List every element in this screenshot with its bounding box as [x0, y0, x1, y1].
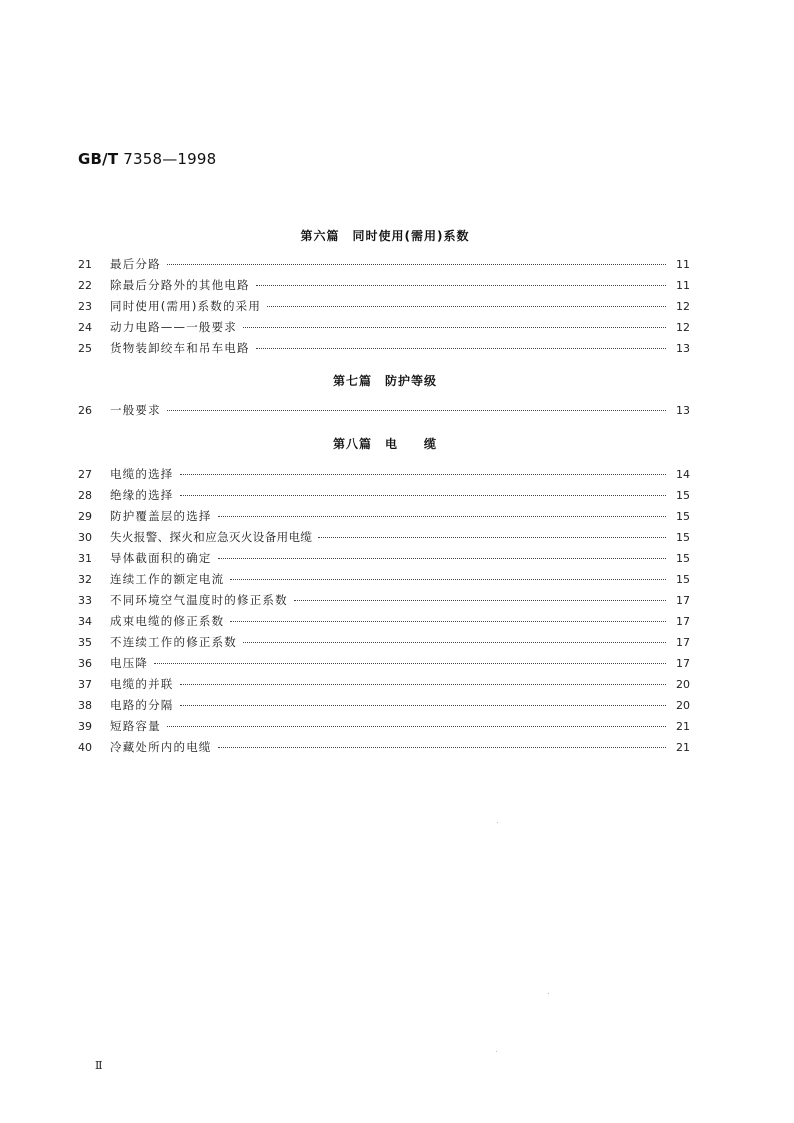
toc-entry-title: 电缆的选择: [110, 467, 174, 481]
toc-entry[interactable]: [78, 613, 690, 629]
toc-entry-page: 14: [676, 468, 690, 481]
doc-prefix: GB/T: [78, 150, 119, 168]
toc-entry-page: 11: [676, 279, 690, 292]
toc-entry-number: 25: [78, 342, 92, 355]
dot-leader: [230, 579, 666, 580]
toc-entry-page: 13: [676, 404, 690, 417]
toc-entry-number: 35: [78, 636, 92, 649]
toc-entry-number: 36: [78, 657, 92, 670]
toc-entry-title: 连续工作的额定电流: [110, 572, 225, 586]
toc-entry-number: 23: [78, 300, 92, 313]
toc-entry-number: 22: [78, 279, 92, 292]
toc-entry[interactable]: [78, 739, 690, 755]
toc-entry-page: 15: [676, 531, 690, 544]
toc-entry-number: 21: [78, 258, 92, 271]
toc-entry[interactable]: [78, 298, 690, 314]
toc-entry-page: 11: [676, 258, 690, 271]
toc-entry-title: 同时使用(需用)系数的采用: [110, 299, 262, 313]
dot-leader: [167, 726, 666, 727]
toc-entry[interactable]: [78, 402, 690, 418]
toc-entry-title: 短路容量: [110, 719, 161, 733]
dot-leader: [180, 474, 667, 475]
toc-entry-number: 30: [78, 531, 92, 544]
toc-entry-number: 24: [78, 321, 92, 334]
toc-entry-title: 最后分路: [110, 257, 161, 271]
toc-entry[interactable]: [78, 592, 690, 608]
toc-entry-title: 导体截面积的确定: [110, 551, 212, 565]
toc-entry-page: 20: [676, 699, 690, 712]
dot-leader: [230, 621, 666, 622]
toc-entry-page: 13: [676, 342, 690, 355]
toc-entry[interactable]: [78, 340, 690, 356]
section-heading-8: 第八篇 电 缆: [332, 437, 437, 451]
toc-entry-title: 失火报警、探火和应急灭火设备用电缆: [110, 530, 313, 544]
toc-entry-title: 货物装卸绞车和吊车电路: [110, 341, 250, 355]
dot-leader: [180, 495, 667, 496]
toc-entry-number: 32: [78, 573, 92, 586]
dot-leader: [318, 537, 666, 538]
toc-entry[interactable]: [78, 655, 690, 671]
toc-entry-page: 15: [676, 552, 690, 565]
toc-entry-number: 39: [78, 720, 92, 733]
scan-speck: [548, 993, 549, 994]
section-heading-7: 第七篇 防护等级: [332, 374, 437, 388]
toc-entry[interactable]: [78, 571, 690, 587]
toc-entry-number: 26: [78, 404, 92, 417]
dot-leader: [167, 264, 666, 265]
toc-entry-number: 40: [78, 741, 92, 754]
toc-entry-title: 不连续工作的修正系数: [110, 635, 237, 649]
toc-entry-number: 34: [78, 615, 92, 628]
dot-leader: [256, 285, 666, 286]
toc-entry-number: 28: [78, 489, 92, 502]
toc-entry-title: 一般要求: [110, 403, 161, 417]
toc-entry-page: 20: [676, 678, 690, 691]
toc-entry-title: 电压降: [110, 656, 149, 670]
toc-entry-title: 不同环境空气温度时的修正系数: [110, 593, 288, 607]
section-heading-6: 第六篇 同时使用(需用)系数: [300, 229, 470, 243]
toc-entry-number: 38: [78, 699, 92, 712]
toc-entry-number: 29: [78, 510, 92, 523]
toc-entry[interactable]: [78, 256, 690, 272]
dot-leader: [218, 747, 666, 748]
toc-entry-page: 12: [676, 321, 690, 334]
toc-entry-page: 17: [676, 594, 690, 607]
toc-entry-title: 电缆的并联: [110, 677, 174, 691]
dot-leader: [294, 600, 666, 601]
toc-entry-page: 17: [676, 657, 690, 670]
dot-leader: [256, 348, 666, 349]
toc-entry-page: 12: [676, 300, 690, 313]
dot-leader: [154, 663, 666, 664]
toc-entry-page: 15: [676, 489, 690, 502]
toc-entry[interactable]: [78, 676, 690, 692]
toc-entry[interactable]: [78, 634, 690, 650]
dot-leader: [180, 684, 667, 685]
toc-entry-number: 37: [78, 678, 92, 691]
dot-leader: [180, 705, 667, 706]
toc-entry-title: 冷藏处所内的电缆: [110, 740, 212, 754]
document-identifier: [78, 150, 216, 168]
dot-leader: [243, 642, 666, 643]
toc-entry-page: 17: [676, 615, 690, 628]
toc-entry[interactable]: [78, 466, 690, 482]
toc-entry-title: 动力电路——一般要求: [110, 320, 237, 334]
dot-leader: [218, 558, 666, 559]
doc-number: 7358—1998: [123, 150, 217, 168]
toc-entry[interactable]: [78, 718, 690, 734]
scan-speck: [497, 822, 498, 823]
toc-entry-page: 21: [676, 720, 690, 733]
dot-leader: [218, 516, 666, 517]
toc-entry[interactable]: [78, 529, 690, 545]
scan-speck: [496, 1051, 497, 1052]
page-numeral: Ⅱ: [95, 1059, 103, 1072]
toc-entry-title: 成束电缆的修正系数: [110, 614, 225, 628]
dot-leader: [267, 306, 666, 307]
toc-entry[interactable]: [78, 508, 690, 524]
toc-entry-page: 15: [676, 510, 690, 523]
dot-leader: [243, 327, 666, 328]
toc-entry[interactable]: [78, 319, 690, 335]
toc-entry-number: 31: [78, 552, 92, 565]
toc-entry-title: 电路的分隔: [110, 698, 174, 712]
toc-entry[interactable]: [78, 550, 690, 566]
toc-entry-number: 33: [78, 594, 92, 607]
toc-entry-number: 27: [78, 468, 92, 481]
dot-leader: [167, 410, 666, 411]
toc-entry-page: 21: [676, 741, 690, 754]
toc-entry-title: 除最后分路外的其他电路: [110, 278, 250, 292]
toc-entry-title: 绝缘的选择: [110, 488, 174, 502]
toc-entry[interactable]: [78, 697, 690, 713]
toc-entry-page: 17: [676, 636, 690, 649]
toc-entry-title: 防护覆盖层的选择: [110, 509, 212, 523]
toc-entry[interactable]: [78, 277, 690, 293]
toc-entry-page: 15: [676, 573, 690, 586]
toc-entry[interactable]: [78, 487, 690, 503]
